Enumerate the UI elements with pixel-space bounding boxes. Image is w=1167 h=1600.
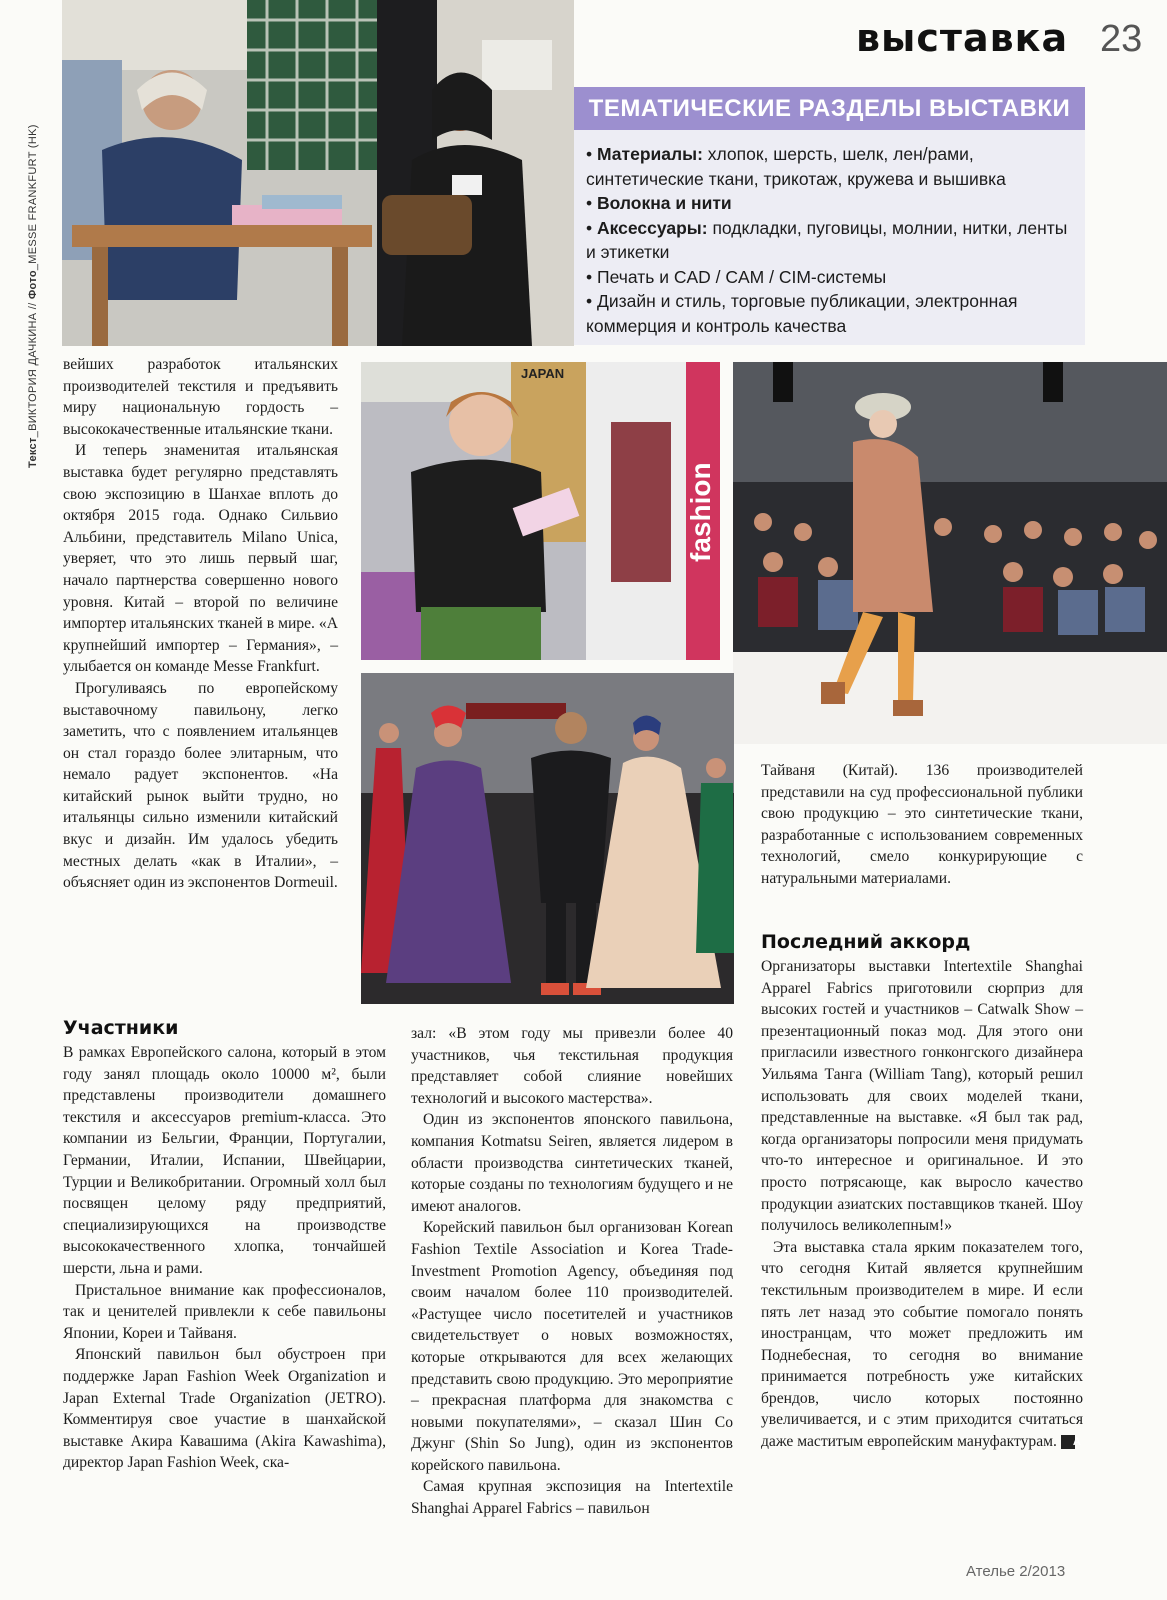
article-paragraph: Один из экспонентов японского павильона, компания Kotmatsu Seiren, является лидером в области производства синтетических тканей, которые созданы по технологиям будущего и не имеют аналогов. [411, 1111, 733, 1215]
credit-text-author: _ВИКТОРИЯ ДАЧКИНА // [27, 302, 39, 438]
photo-catwalk-finale [361, 673, 734, 1004]
article-paragraph: Самая крупная экспозиция на Intertextile Shanghai Apparel Fabrics – павильон [411, 1478, 733, 1518]
article-paragraph: вейших разработок итальянских производителей текстиля и предъявить миру национальную гордость – высококачественные итальянские ткани. [63, 356, 338, 438]
article-col1-bottom [63, 1016, 386, 1474]
article-paragraph: В рамках Европейского салона, который в этом году занял площадь около 10000 м², были представлены производители домашнего текстиля и аксессуаров premium-класса. Это компании из Бельгии, Франции, Португалии, Германии, Италии, Испании, Швейцарии, Турции и Великобритании. Огромный холл был посвящен целому ряду предприятий, специализирующихся на производстве высококачественного хлопка, тончайшей шерсти, льна и рами. [63, 1044, 386, 1277]
end-of-article-icon: А [1061, 1435, 1075, 1449]
article-paragraph: Корейский павильон был организован Korean Fashion Textile Association и Korea Trade-Investment Promotion Agency, объединяя под своим началом более 110 производителей. «Растущее число посетителей и участников свидетельствует о новых возможностях, которые открываются для всех желающих представить свою продукцию. Это мероприятие – прекрасная платформа для знакомства с новыми покупателями», – сказал Шин Со Джунг (Shin So Jung), один из экспонентов корейского павильона. [411, 1219, 733, 1474]
article-paragraph: И теперь знаменитая итальянская выставка будет регулярно представлять свою экспозицию в Шанхае вплоть до октября 2015 года. Однако Сильвио Альбини, представитель Milano Unica, уверяет, что это лишь первый шаг, начало партнерства совершенно нового уровня. Китай – второй по величине импортер итальянских тканей в мире. «А крупнейший импортер – Германия», – улыбается он команде Messe Frankfurt. [63, 442, 338, 676]
article-paragraph: Прогуливаясь по европейскому выставочному павильону, легко заметить, что с появлением итальянцев он стал гораздо более элитарным, что немало радует экспонентов. «На китайский рынок выйти трудно, но итальянцы сильно изменили китайский вкус и дизайн. Им удалось убедить местных делать «как в Италии», – объясняет один из экспонентов Dormeuil. [63, 679, 338, 892]
sidebar-item: • Аксессуары: подкладки, пуговицы, молнии, нитки, ленты и этикетки [586, 217, 1068, 262]
article-col3-bottom [761, 930, 1083, 1453]
sidebar-item: • Дизайн и стиль, торговые публикации, электронная коммерция и контроль качества [586, 291, 1018, 336]
credit-photo-source: _MESSE FRANKFURT (HK) [27, 124, 39, 271]
article-paragraph: Тайваня (Китай). 136 производителей представили на суд профессиональной публики свою продукцию – это синтетические ткани, разработанные с использованием современных технологий, смело конкурирующие с натуральными материалами. [761, 762, 1083, 887]
article-paragraph: Японский павильон был обустроен при поддержке Japan Fashion Week Organization и Japan External Trade Organization (JETRO). Комментируя свое участие в шанхайской выставке Акира Кавашима (Akira Kawashima), директор Japan Fashion Week, ска- [63, 1346, 386, 1472]
article-paragraph: зал: «В этом году мы привезли более 40 участников, чья текстильная продукция представляет собой слияние новейших технологий и высокого мастерства». [411, 1025, 733, 1107]
article-paragraph: Организаторы выставки Intertextile Shanghai Apparel Fabrics приготовили сюрприз для высоких гостей и участников – Catwalk Show – презентационный показ мод. Для этого они пригласили известного гонконгского дизайнера Уильяма Танга (William Tang), который решил использовать для своих моделей ткани, представленные на выставке. «Я был так рад, когда организаторы попросили меня придумать что-то интересное и оригинальное. И это просто потрясающе, как выросло качество продукции азиатских поставщиков тканей. Шоу получилось великолепным!» [761, 958, 1083, 1235]
article-col1-top [63, 354, 338, 894]
sidebar-item: • Волокна и нити [586, 193, 732, 213]
japan-sign-text: JAPAN [521, 366, 565, 381]
fashion-sign-text: fashion [685, 462, 716, 562]
sidebar-list [574, 130, 1085, 338]
page-number: 23 [1100, 18, 1143, 60]
credit-text-label: Текст [27, 437, 39, 468]
article-col2 [411, 1023, 733, 1520]
final-heading: Последний аккорд [761, 931, 971, 953]
themes-sidebar [574, 87, 1085, 345]
participants-heading: Участники [63, 1017, 179, 1039]
photo-visitor-brochure [361, 362, 720, 660]
article-paragraph: Пристальное внимание как профессионалов, так и ценителей привлекли к себе павильоны Японии, Кореи и Тайваня. [63, 1281, 386, 1342]
article-col3-top [761, 760, 1083, 890]
section-title: выставка [856, 16, 1069, 60]
sidebar-item: • Материалы: хлопок, шерсть, шелк, лен/рами, синтетические ткани, трикотаж, кружева и вышивка [586, 144, 1006, 189]
credit-photo-label: Фото [27, 270, 39, 300]
magazine-footer: Ателье 2/2013 [966, 1563, 1066, 1580]
photo-booth-meeting [62, 0, 574, 346]
sidebar-item: • Печать и CAD / CAM / CIM-системы [586, 266, 887, 287]
photo-runway-audience [733, 362, 1167, 744]
sidebar-title: ТЕМАТИЧЕСКИЕ РАЗДЕЛЫ ВЫСТАВКИ [574, 87, 1085, 130]
photo-text-credit [27, 124, 39, 468]
article-paragraph: Эта выставка стала ярким показателем того, что сегодня Китай является крупнейшим текстильным производителем в мире. И если пять лет назад это событие помогало понять иностранцам, что может предложить им Поднебесная, то сегодня во внимание принимается потребность уже китайских брендов, число которых постоянно увеличивается, и с этим приходится считаться даже маститым европейским мануфактурам. А [761, 1238, 1083, 1451]
